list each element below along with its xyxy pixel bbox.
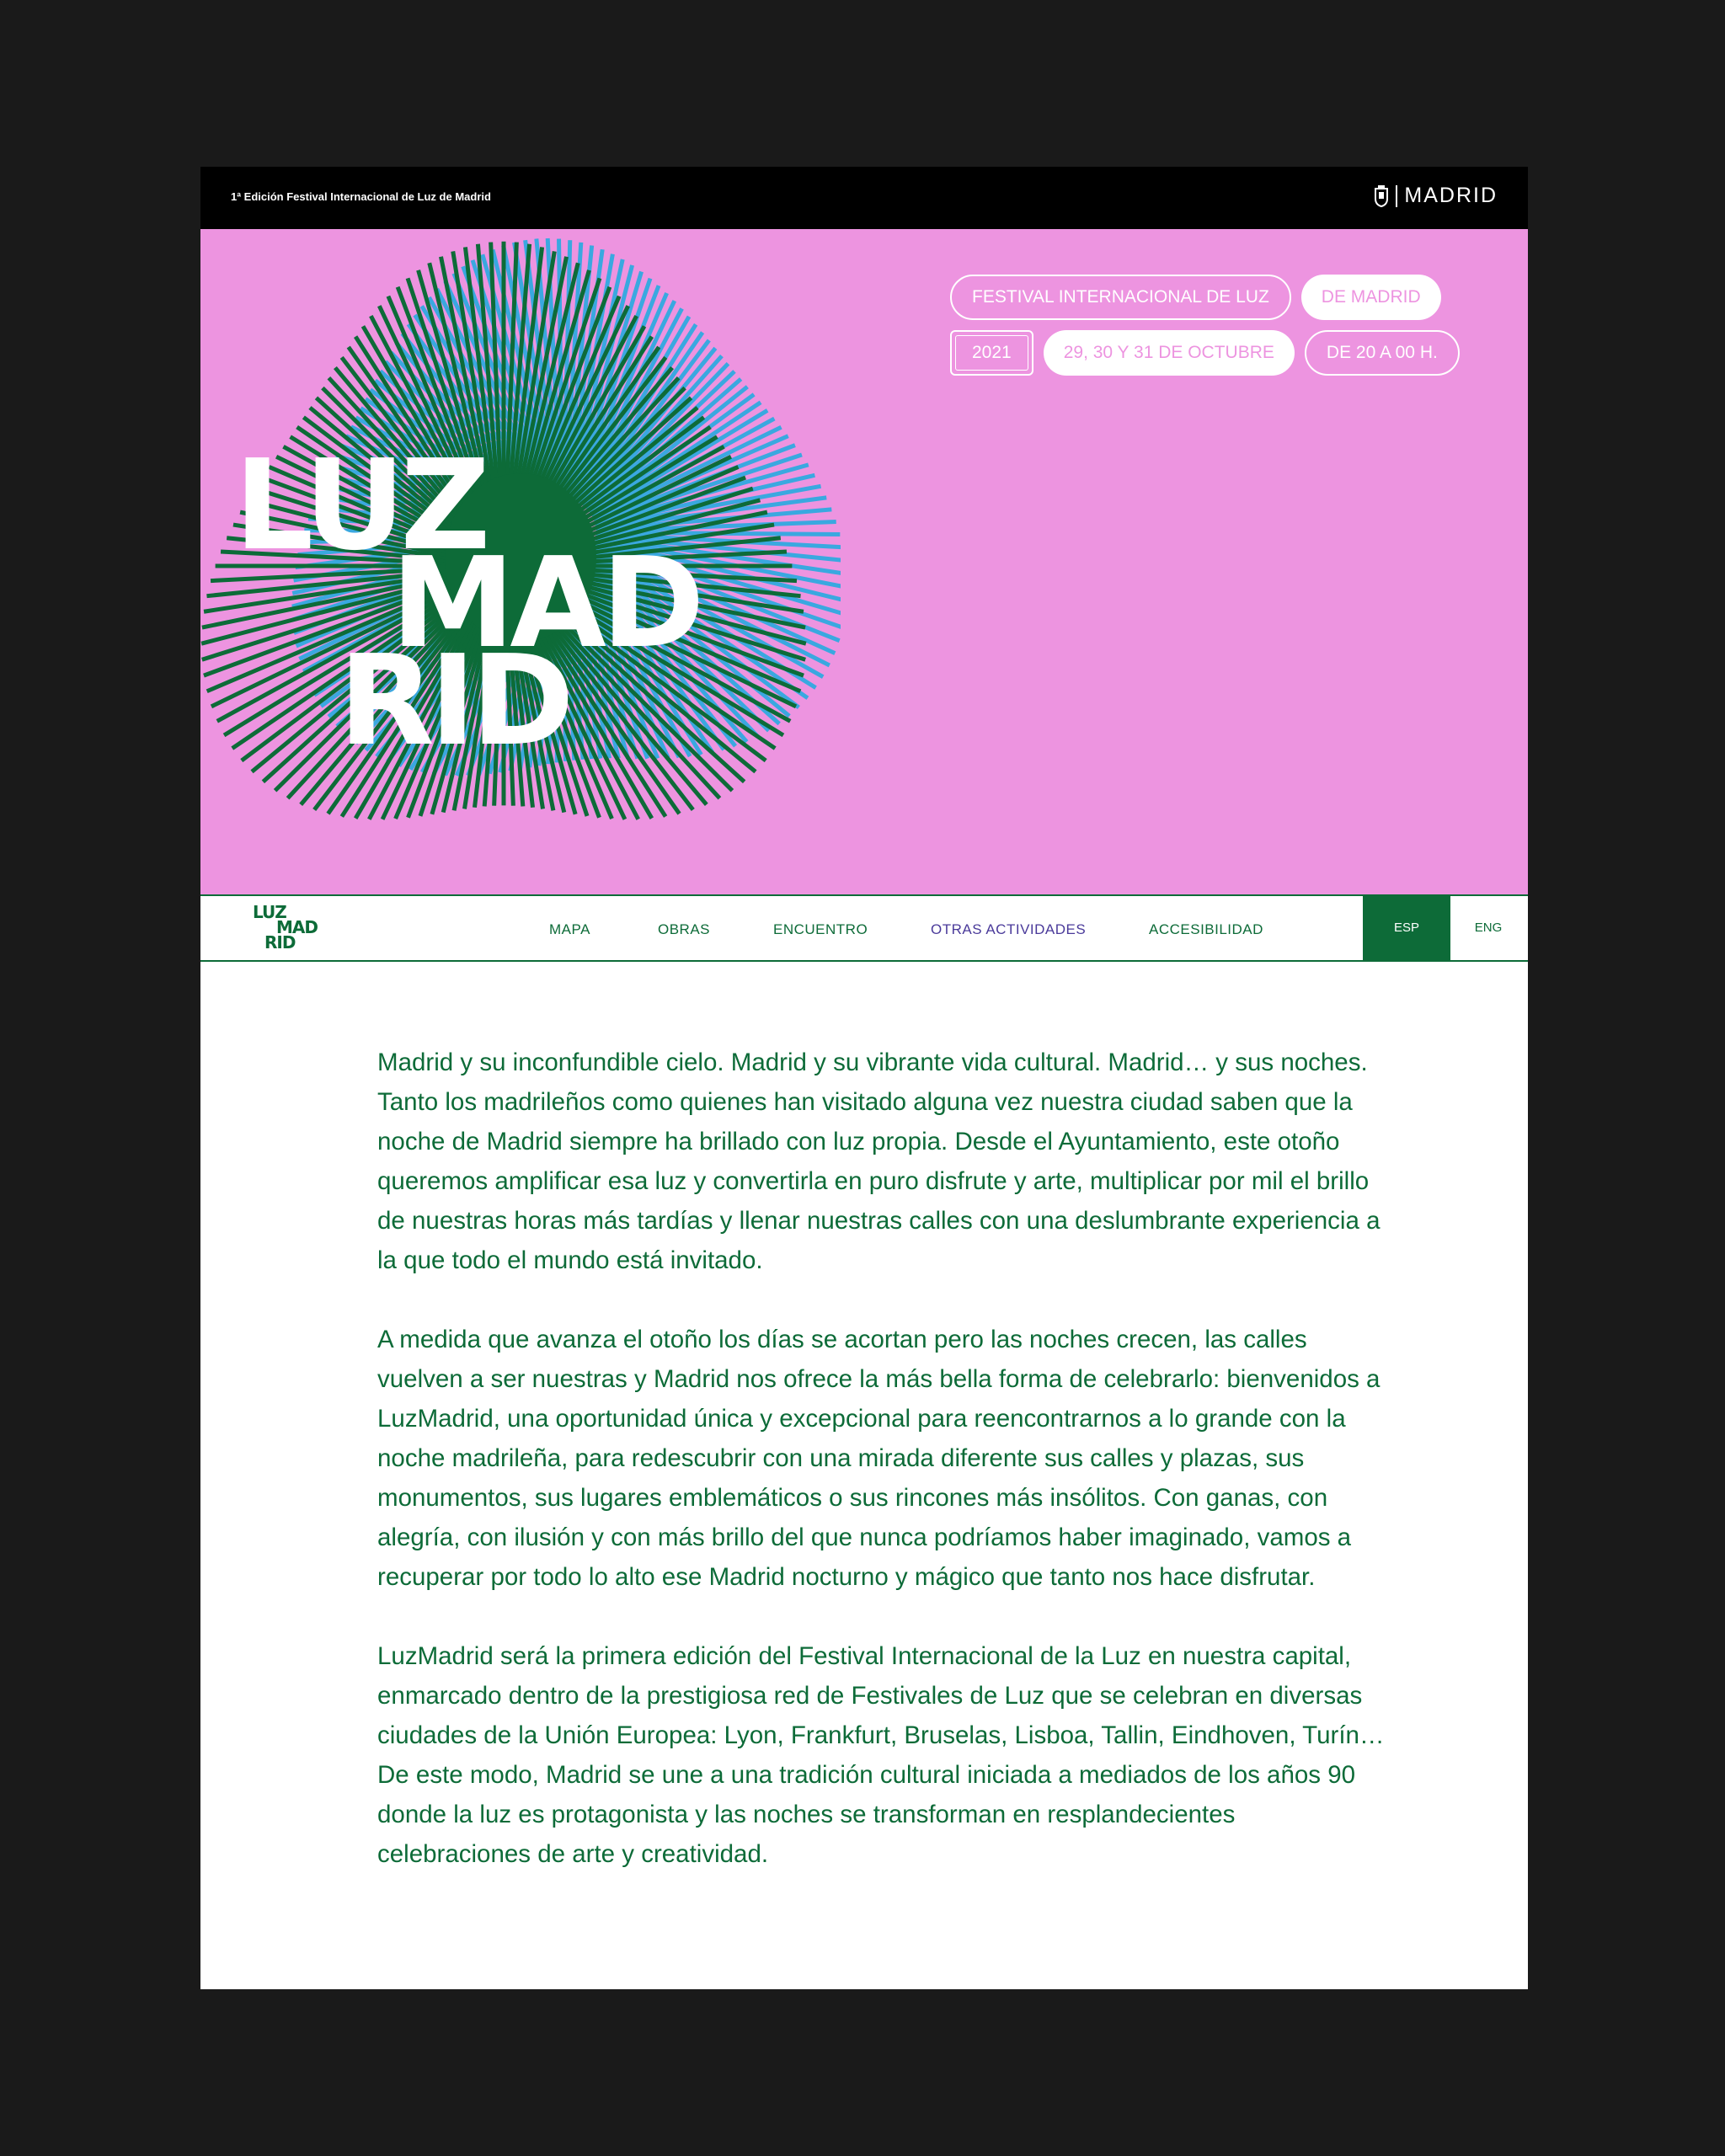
festival-info-pills [950, 275, 1506, 386]
nav-item-mapa[interactable]: MAPA [549, 921, 590, 937]
intro-paragraph-1: Madrid y su inconfundible cielo. Madrid y su vibrante vida cultural. Madrid… y sus noches. Tanto los madrileños como quienes han visitado alguna vez nuestra ciudad saben que la noche de Madrid siempre ha brillado con luz propia. Desde el Ayuntamiento, este otoño queremos amplificar esa luz y convertirla en puro disfrute y arte, multiplicar por mil el brillo de nuestras horas más tardías y llenar nuestras calles con una deslumbrante experiencia a la que todo el mundo está invitado. [377, 1049, 1381, 1274]
logo-line-3: RID [339, 628, 569, 773]
nav-item-otras-actividades[interactable]: OTRAS ACTIVIDADES [931, 921, 1087, 937]
crest-separator [1396, 185, 1397, 207]
city-pill: DE MADRID [1301, 275, 1441, 320]
nav-logo-line-2: MAD [276, 917, 318, 937]
intro-paragraph-3: LuzMadrid será la primera edición del Festival Internacional de la Luz en nuestra capital, enmarcado dentro de la prestigiosa red de Festivales de Luz que se celebran en diversas ciudades de la Unión Europea: Lyon, Frankfurt, Bruselas, Lisboa, Tallin, Eindhoven, Turín… De este modo, Madrid se une a una tradición cultural iniciada a mediados de los años 90 donde la luz es protagonista y las noches se transforman en resplandecientes celebraciones de arte y creatividad. [377, 1642, 1385, 1868]
year-pill: 2021 [950, 330, 1033, 376]
madrid-crest-icon [1374, 185, 1389, 207]
top-bar [200, 167, 1528, 229]
dates-pill: 29, 30 Y 31 DE OCTUBRE [1044, 330, 1295, 376]
festival-name-pill: FESTIVAL INTERNACIONAL DE LUZ [950, 275, 1291, 320]
nav-item-encuentro[interactable]: ENCUENTRO [773, 921, 868, 937]
nav-items [200, 896, 1528, 960]
logo-line-2: MAD [391, 531, 700, 675]
pill-row-2 [950, 330, 1506, 376]
pill-row-1 [950, 275, 1506, 320]
hero-banner [200, 229, 1528, 894]
madrid-city-logo[interactable] [1374, 184, 1498, 208]
hours-pill: DE 20 A 00 H. [1305, 330, 1460, 376]
edition-label: 1ª Edición Festival Internacional de Luz de Madrid [231, 190, 491, 203]
main-navigation [200, 894, 1528, 962]
nav-logo-line-3: RID [264, 932, 296, 953]
city-name: MADRID [1404, 184, 1498, 207]
intro-paragraph-2: A medida que avanza el otoño los días se acortan pero las noches crecen, las calles vuelven a ser nuestras y Madrid nos ofrece la más bella forma de celebrarlo: bienvenidos a LuzMadrid, una oportunidad única y excepcional para reencontrarnos a lo grande con la noche madrileña, para redescubrir con una mirada diferente sus calles y plazas, sus monumentos, sus lugares emblemáticos o sus rincones más insólitos. Con ganas, con alegría, con ilusión y con más brillo del que nunca podríamos haber imaginado, vamos a recuperar por todo lo alto ese Madrid nocturno y mágico que tanto nos hace disfrutar. [377, 1326, 1381, 1591]
nav-logo-line-1: LUZ [253, 902, 286, 922]
lang-esp-button[interactable]: ESP [1363, 896, 1450, 960]
page-frame [200, 167, 1528, 1989]
luzmadrid-hero-logo [234, 433, 700, 773]
intro-text [377, 1043, 1388, 1913]
lang-eng-button[interactable]: ENG [1450, 896, 1526, 960]
nav-item-obras[interactable]: OBRAS [658, 921, 711, 937]
logo-line-1: LUZ [234, 433, 486, 578]
nav-item-accesibilidad[interactable]: ACCESIBILIDAD [1149, 921, 1263, 937]
